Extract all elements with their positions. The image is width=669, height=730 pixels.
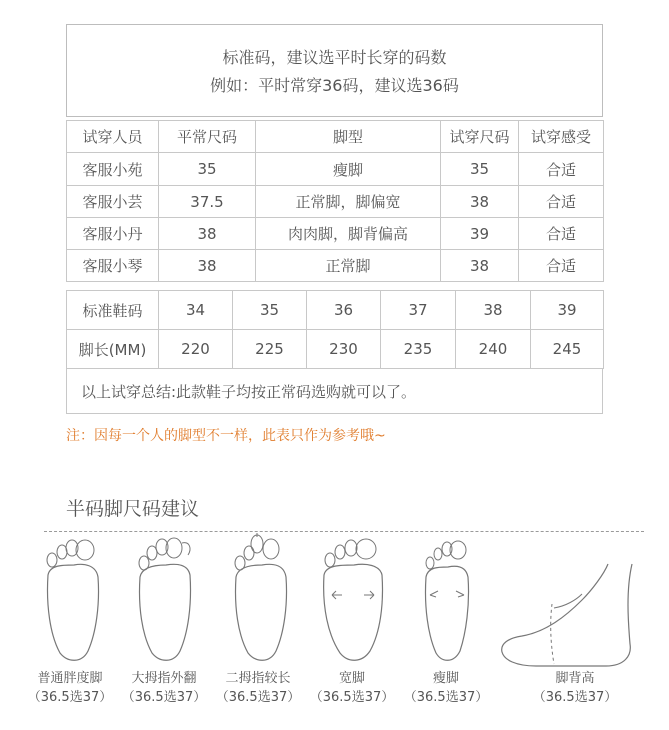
trial-cell: 合适 bbox=[518, 185, 604, 218]
shoe-size-cell: 38 bbox=[455, 290, 531, 330]
foot-normal-illustration bbox=[38, 535, 108, 665]
trial-cell: 客服小芸 bbox=[66, 185, 159, 218]
header-box bbox=[66, 24, 603, 117]
foot-type-label: 脚背高 bbox=[555, 671, 595, 686]
header-line-1: 标准码，建议选平时长穿的码数 bbox=[222, 48, 447, 67]
trial-cell: 37.5 bbox=[158, 185, 256, 218]
shoe-size-cell: 35 bbox=[232, 290, 307, 330]
trial-cell: 客服小丹 bbox=[66, 217, 159, 250]
trial-cell: 合适 bbox=[518, 249, 604, 282]
trial-cell: 38 bbox=[158, 249, 256, 282]
foot-length-cell: 245 bbox=[530, 329, 604, 369]
foot-length-cell: 220 bbox=[158, 329, 233, 369]
foot-narrow-illustration bbox=[414, 535, 478, 665]
foot-wide-illustration bbox=[318, 535, 388, 665]
shoe-size-cell: 39 bbox=[530, 290, 604, 330]
foot-type-caption bbox=[391, 669, 501, 707]
trial-cell: 客服小苑 bbox=[66, 152, 159, 186]
trial-cell: 正常脚 bbox=[255, 249, 441, 282]
trial-header-cell: 脚型 bbox=[255, 120, 441, 153]
foot-type-advice: （36.5选37） bbox=[532, 690, 618, 705]
trial-cell: 客服小琴 bbox=[66, 249, 159, 282]
trial-cell: 肉肉脚，脚背偏高 bbox=[255, 217, 441, 250]
foot-bunion-illustration bbox=[130, 535, 200, 665]
foot-type-caption bbox=[520, 669, 630, 707]
trial-header-cell: 试穿人员 bbox=[66, 120, 159, 153]
foot-length-cell: 235 bbox=[380, 329, 456, 369]
foot-long-second-toe-illustration bbox=[226, 533, 296, 665]
trial-cell: 正常脚，脚偏宽 bbox=[255, 185, 441, 218]
foot-type-label: 二拇指较长 bbox=[225, 671, 291, 686]
trial-cell: 35 bbox=[158, 152, 256, 186]
trial-cell: 39 bbox=[440, 217, 519, 250]
foot-type-label: 大拇指外翻 bbox=[131, 671, 197, 686]
shoe-size-cell: 37 bbox=[380, 290, 456, 330]
shoe-size-cell: 36 bbox=[306, 290, 381, 330]
foot-high-instep-illustration bbox=[496, 560, 636, 670]
foot-type-label: 普通胖度脚 bbox=[37, 671, 103, 686]
foot-type-advice: （36.5选37） bbox=[215, 690, 301, 705]
trial-header-cell: 试穿尺码 bbox=[440, 120, 519, 153]
half-size-title: 半码脚尺码建议 bbox=[66, 498, 200, 520]
trial-header-cell: 试穿感受 bbox=[518, 120, 604, 153]
trial-cell: 合适 bbox=[518, 152, 604, 186]
trial-cell: 38 bbox=[440, 185, 519, 218]
foot-type-advice: （36.5选37） bbox=[27, 690, 113, 705]
shoe-size-cell: 34 bbox=[158, 290, 233, 330]
trial-cell: 瘦脚 bbox=[255, 152, 441, 186]
trial-cell: 38 bbox=[158, 217, 256, 250]
note-text: 注：因每一个人的脚型不一样，此表只作为参考哦~ bbox=[66, 428, 386, 444]
trial-cell: 合适 bbox=[518, 217, 604, 250]
trial-cell: 38 bbox=[440, 249, 519, 282]
foot-length-cell: 230 bbox=[306, 329, 381, 369]
header-line-2: 例如：平时常穿36码，建议选36码 bbox=[210, 76, 459, 95]
foot-type-advice: （36.5选37） bbox=[403, 690, 489, 705]
foot-length-cell: 225 bbox=[232, 329, 307, 369]
foot-type-label: 瘦脚 bbox=[432, 671, 459, 686]
size-row-label: 脚长(MM) bbox=[66, 329, 159, 369]
trial-cell: 35 bbox=[440, 152, 519, 186]
summary-text: 以上试穿总结:此款鞋子均按正常码选购就可以了。 bbox=[66, 368, 603, 414]
trial-header-cell: 平常尺码 bbox=[158, 120, 256, 153]
divider bbox=[44, 531, 644, 532]
foot-type-advice: （36.5选37） bbox=[309, 690, 395, 705]
foot-type-advice: （36.5选37） bbox=[121, 690, 207, 705]
foot-length-cell: 240 bbox=[455, 329, 531, 369]
foot-type-label: 宽脚 bbox=[338, 671, 365, 686]
size-row-label: 标准鞋码 bbox=[66, 290, 159, 330]
